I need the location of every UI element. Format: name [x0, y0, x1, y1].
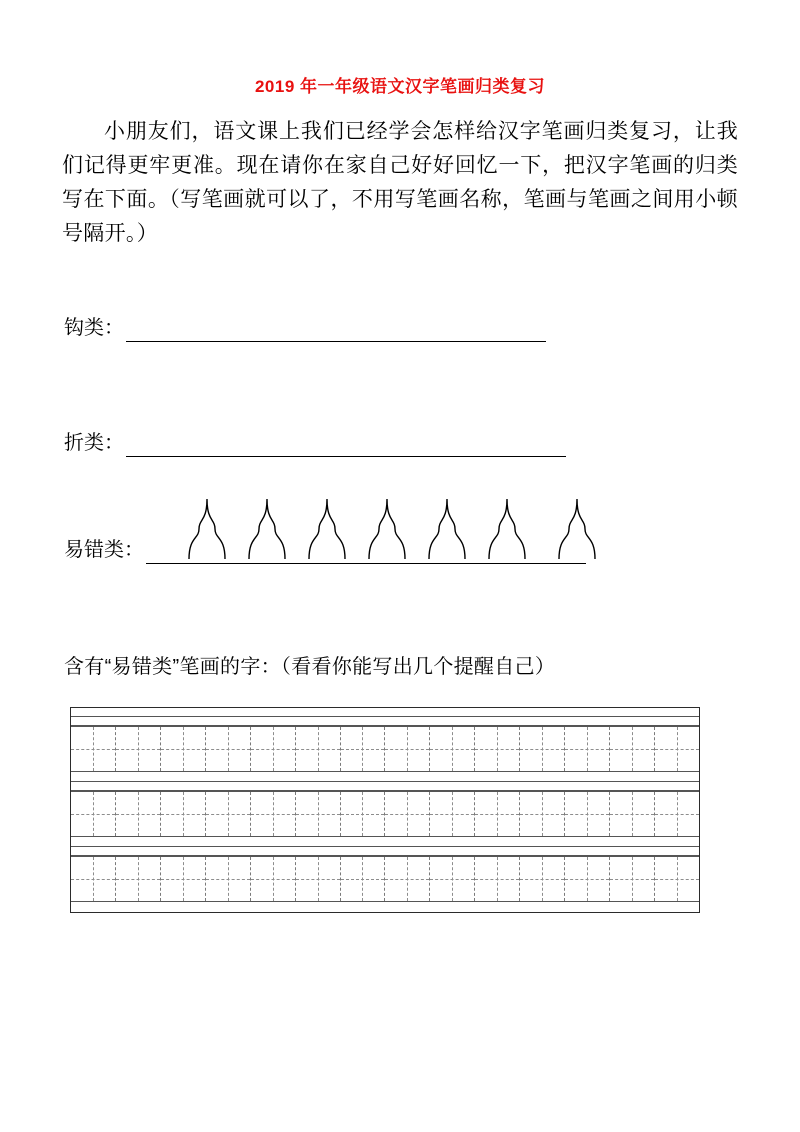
grid-cell[interactable]	[520, 857, 565, 901]
grid-cell[interactable]	[161, 727, 206, 771]
answer-line-gou-label: 钩类：	[64, 317, 124, 340]
grid-cell[interactable]	[475, 727, 520, 771]
grid-cell[interactable]	[610, 792, 655, 836]
grid-spacer	[71, 772, 699, 782]
grid-cell[interactable]	[251, 792, 296, 836]
grid-cell[interactable]	[385, 727, 430, 771]
grid-cell[interactable]	[161, 857, 206, 901]
answer-line-zhe-rule[interactable]	[126, 432, 566, 457]
grid-band	[71, 782, 699, 791]
grid-cell[interactable]	[430, 857, 475, 901]
grid-cell[interactable]	[206, 857, 251, 901]
answer-line-yicuo-label: 易错类：	[64, 539, 144, 562]
answer-line-zhe-label: 折类：	[64, 432, 124, 455]
grid-cell[interactable]	[296, 727, 341, 771]
grid-band	[71, 717, 699, 726]
grid-band	[71, 847, 699, 856]
grid-cell[interactable]	[116, 857, 161, 901]
grid-cell[interactable]	[565, 857, 610, 901]
grid-cell[interactable]	[341, 857, 386, 901]
grid-prompt: 含有“易错类”笔画的字：（看看你能写出几个提醒自己）	[64, 656, 556, 679]
grid-cell[interactable]	[565, 727, 610, 771]
answer-line-gou-rule[interactable]	[126, 317, 546, 342]
grid-cell[interactable]	[71, 792, 116, 836]
grid-cell[interactable]	[655, 792, 699, 836]
grid-cell[interactable]	[206, 792, 251, 836]
grid-cell[interactable]	[610, 857, 655, 901]
grid-cell[interactable]	[430, 727, 475, 771]
grid-row[interactable]	[71, 791, 699, 837]
grid-cell[interactable]	[161, 792, 206, 836]
grid-cell[interactable]	[71, 727, 116, 771]
grid-cell[interactable]	[610, 727, 655, 771]
grid-row[interactable]	[71, 856, 699, 902]
grid-cell[interactable]	[341, 727, 386, 771]
grid-row[interactable]	[71, 726, 699, 772]
grid-cell[interactable]	[385, 792, 430, 836]
grid-cell[interactable]	[565, 792, 610, 836]
grid-cell[interactable]	[206, 727, 251, 771]
intro-paragraph: 小朋友们，语文课上我们已经学会怎样给汉字笔画归类复习，让我们记得更牢更准。现在请你在家自己好好回忆一下，把汉字笔画的归类写在下面。（写笔画就可以了，不用写笔画名称，笔画与笔画之间用小顿号隔开。）	[62, 120, 738, 246]
grid-band	[71, 708, 699, 717]
answer-line-yicuo-rule[interactable]	[146, 539, 586, 564]
grid-cell[interactable]	[655, 727, 699, 771]
grid-cell[interactable]	[475, 857, 520, 901]
grid-cell[interactable]	[71, 857, 116, 901]
grid-cell[interactable]	[116, 792, 161, 836]
grid-cell[interactable]	[341, 792, 386, 836]
grid-cell[interactable]	[251, 727, 296, 771]
grid-cell[interactable]	[296, 792, 341, 836]
answer-line-zhe[interactable]	[64, 426, 738, 457]
answer-line-yicuo[interactable]	[64, 533, 738, 564]
grid-cell[interactable]	[251, 857, 296, 901]
grid-spacer	[71, 902, 699, 912]
grid-cell[interactable]	[385, 857, 430, 901]
grid-cell[interactable]	[430, 792, 475, 836]
grid-cell[interactable]	[655, 857, 699, 901]
grid-cell[interactable]	[520, 727, 565, 771]
grid-cell[interactable]	[520, 792, 565, 836]
page-title: 2019 年一年级语文汉字笔画归类复习	[254, 77, 546, 96]
writing-grid[interactable]	[70, 707, 700, 913]
grid-spacer	[71, 837, 699, 847]
answer-line-gou[interactable]	[64, 311, 738, 342]
grid-cell[interactable]	[116, 727, 161, 771]
grid-cell[interactable]	[296, 857, 341, 901]
grid-cell[interactable]	[475, 792, 520, 836]
